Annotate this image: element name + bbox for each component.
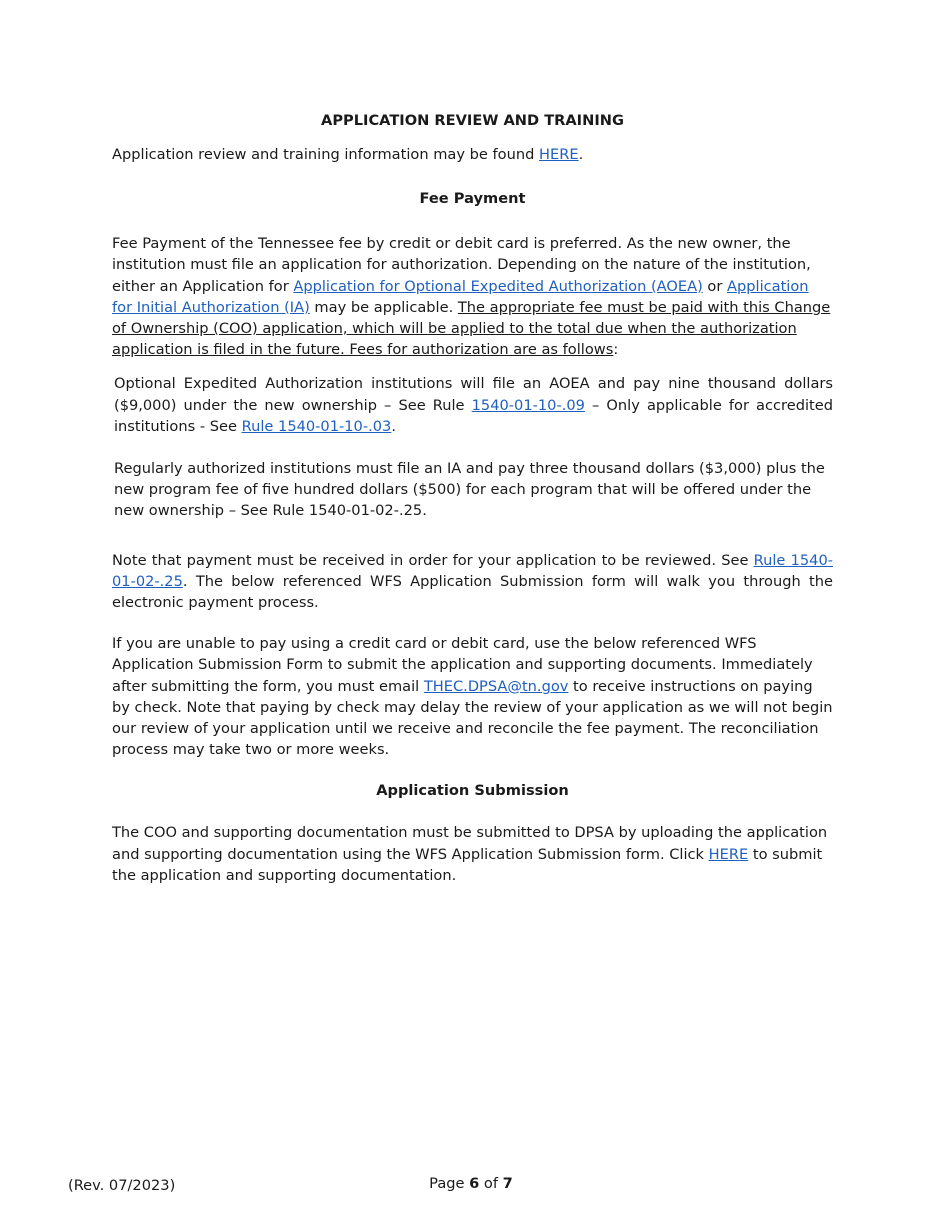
section-heading-application-submission: Application Submission (376, 782, 569, 800)
total-pages: 7 (502, 1175, 513, 1192)
footer-page-number: Page 6 of 7 (429, 1175, 513, 1192)
fee-paragraph-check-payment: If you are unable to pay using a credit card or debit card, use the below referenced WFS Application Submission Form to submit the application and supporting documents. Immediately after submitting the form, you must email THEC.DPSA@tn.gov to receive instructions on paying by check. Note that paying by check may delay the review of your application as we will not begin our review of your application until we receive and reconcile the fee payment. The reconciliation process may take two or more weeks. (112, 635, 833, 759)
rule-1540-01-10-09-link[interactable]: 1540-01-10-.09 (471, 396, 585, 414)
fee-paragraph-payment-note: Note that payment must be received in order for your application to be reviewed. See Rule 1540-01-02-.25. The below referenced WFS Application Submission form will walk you through the electronic payment process. (112, 551, 833, 612)
rule-1540-01-02-25-link[interactable]: Rule 1540-01-02-.25 (112, 551, 833, 590)
submission-here-link[interactable]: HERE (708, 845, 749, 863)
review-training-here-link[interactable]: HERE (539, 146, 579, 163)
rule-1540-01-10-03-link[interactable]: Rule 1540-01-10-.03 (241, 417, 392, 435)
fee-paragraph-ia: Regularly authorized institutions must file an IA and pay three thousand dollars ($3,000) plus the new program fee of five hundred dollars ($500) for each program that will be offered under the new ownership – See Rule 1540-01-02-.25. (114, 460, 825, 520)
current-page: 6 (469, 1175, 480, 1192)
review-training-paragraph: Application review and training information may be found HERE. (112, 146, 584, 163)
fee-paragraph-aoea: Optional Expedited Authorization institutions will file an AOEA and pay nine thousand dollars ($9,000) under the new ownership – See Rule 1540-01-10-.09 – Only applicable for accredited institutions - See Rule 1540-01-10-.03. (114, 375, 833, 435)
section-heading-fee-payment: Fee Payment (419, 190, 526, 208)
section-heading-review-training: APPLICATION REVIEW AND TRAINING (321, 112, 624, 129)
fee-requirement-underlined: The appropriate fee must be paid with this Change of Ownership (COO) application, which will be applied to the total due when the authorization application is filed in the future. Fees for authorization are as follows (112, 298, 831, 359)
footer-revision: (Rev. 07/2023) (68, 1177, 176, 1194)
thec-dpsa-email-link[interactable]: THEC.DPSA@tn.gov (423, 677, 569, 695)
document-page (112, 110, 833, 886)
ia-application-link[interactable]: Application for Initial Authorization (IA) (112, 277, 809, 316)
aoea-application-link[interactable]: Application for Optional Expedited Authorization (AOEA) (293, 277, 703, 295)
submission-paragraph: The COO and supporting documentation must be submitted to DPSA by uploading the application and supporting documentation using the WFS Application Submission form. Click HERE to submit the application and supporting documentation. (112, 824, 828, 884)
fee-paragraph-1: Fee Payment of the Tennessee fee by credit or debit card is preferred. As the new owner, the institution must file an application for authorization. Depending on the nature of the institution, either an Application for Application for Optional Expedited Authorization (AOEA) or Application for Initial Authorization (IA) may be applicable. The appropriate fee must be paid with this Change of Ownership (COO) application, which will be applied to the total due when the authorization application is filed in the future. Fees for authorization are as follows: (112, 235, 831, 359)
